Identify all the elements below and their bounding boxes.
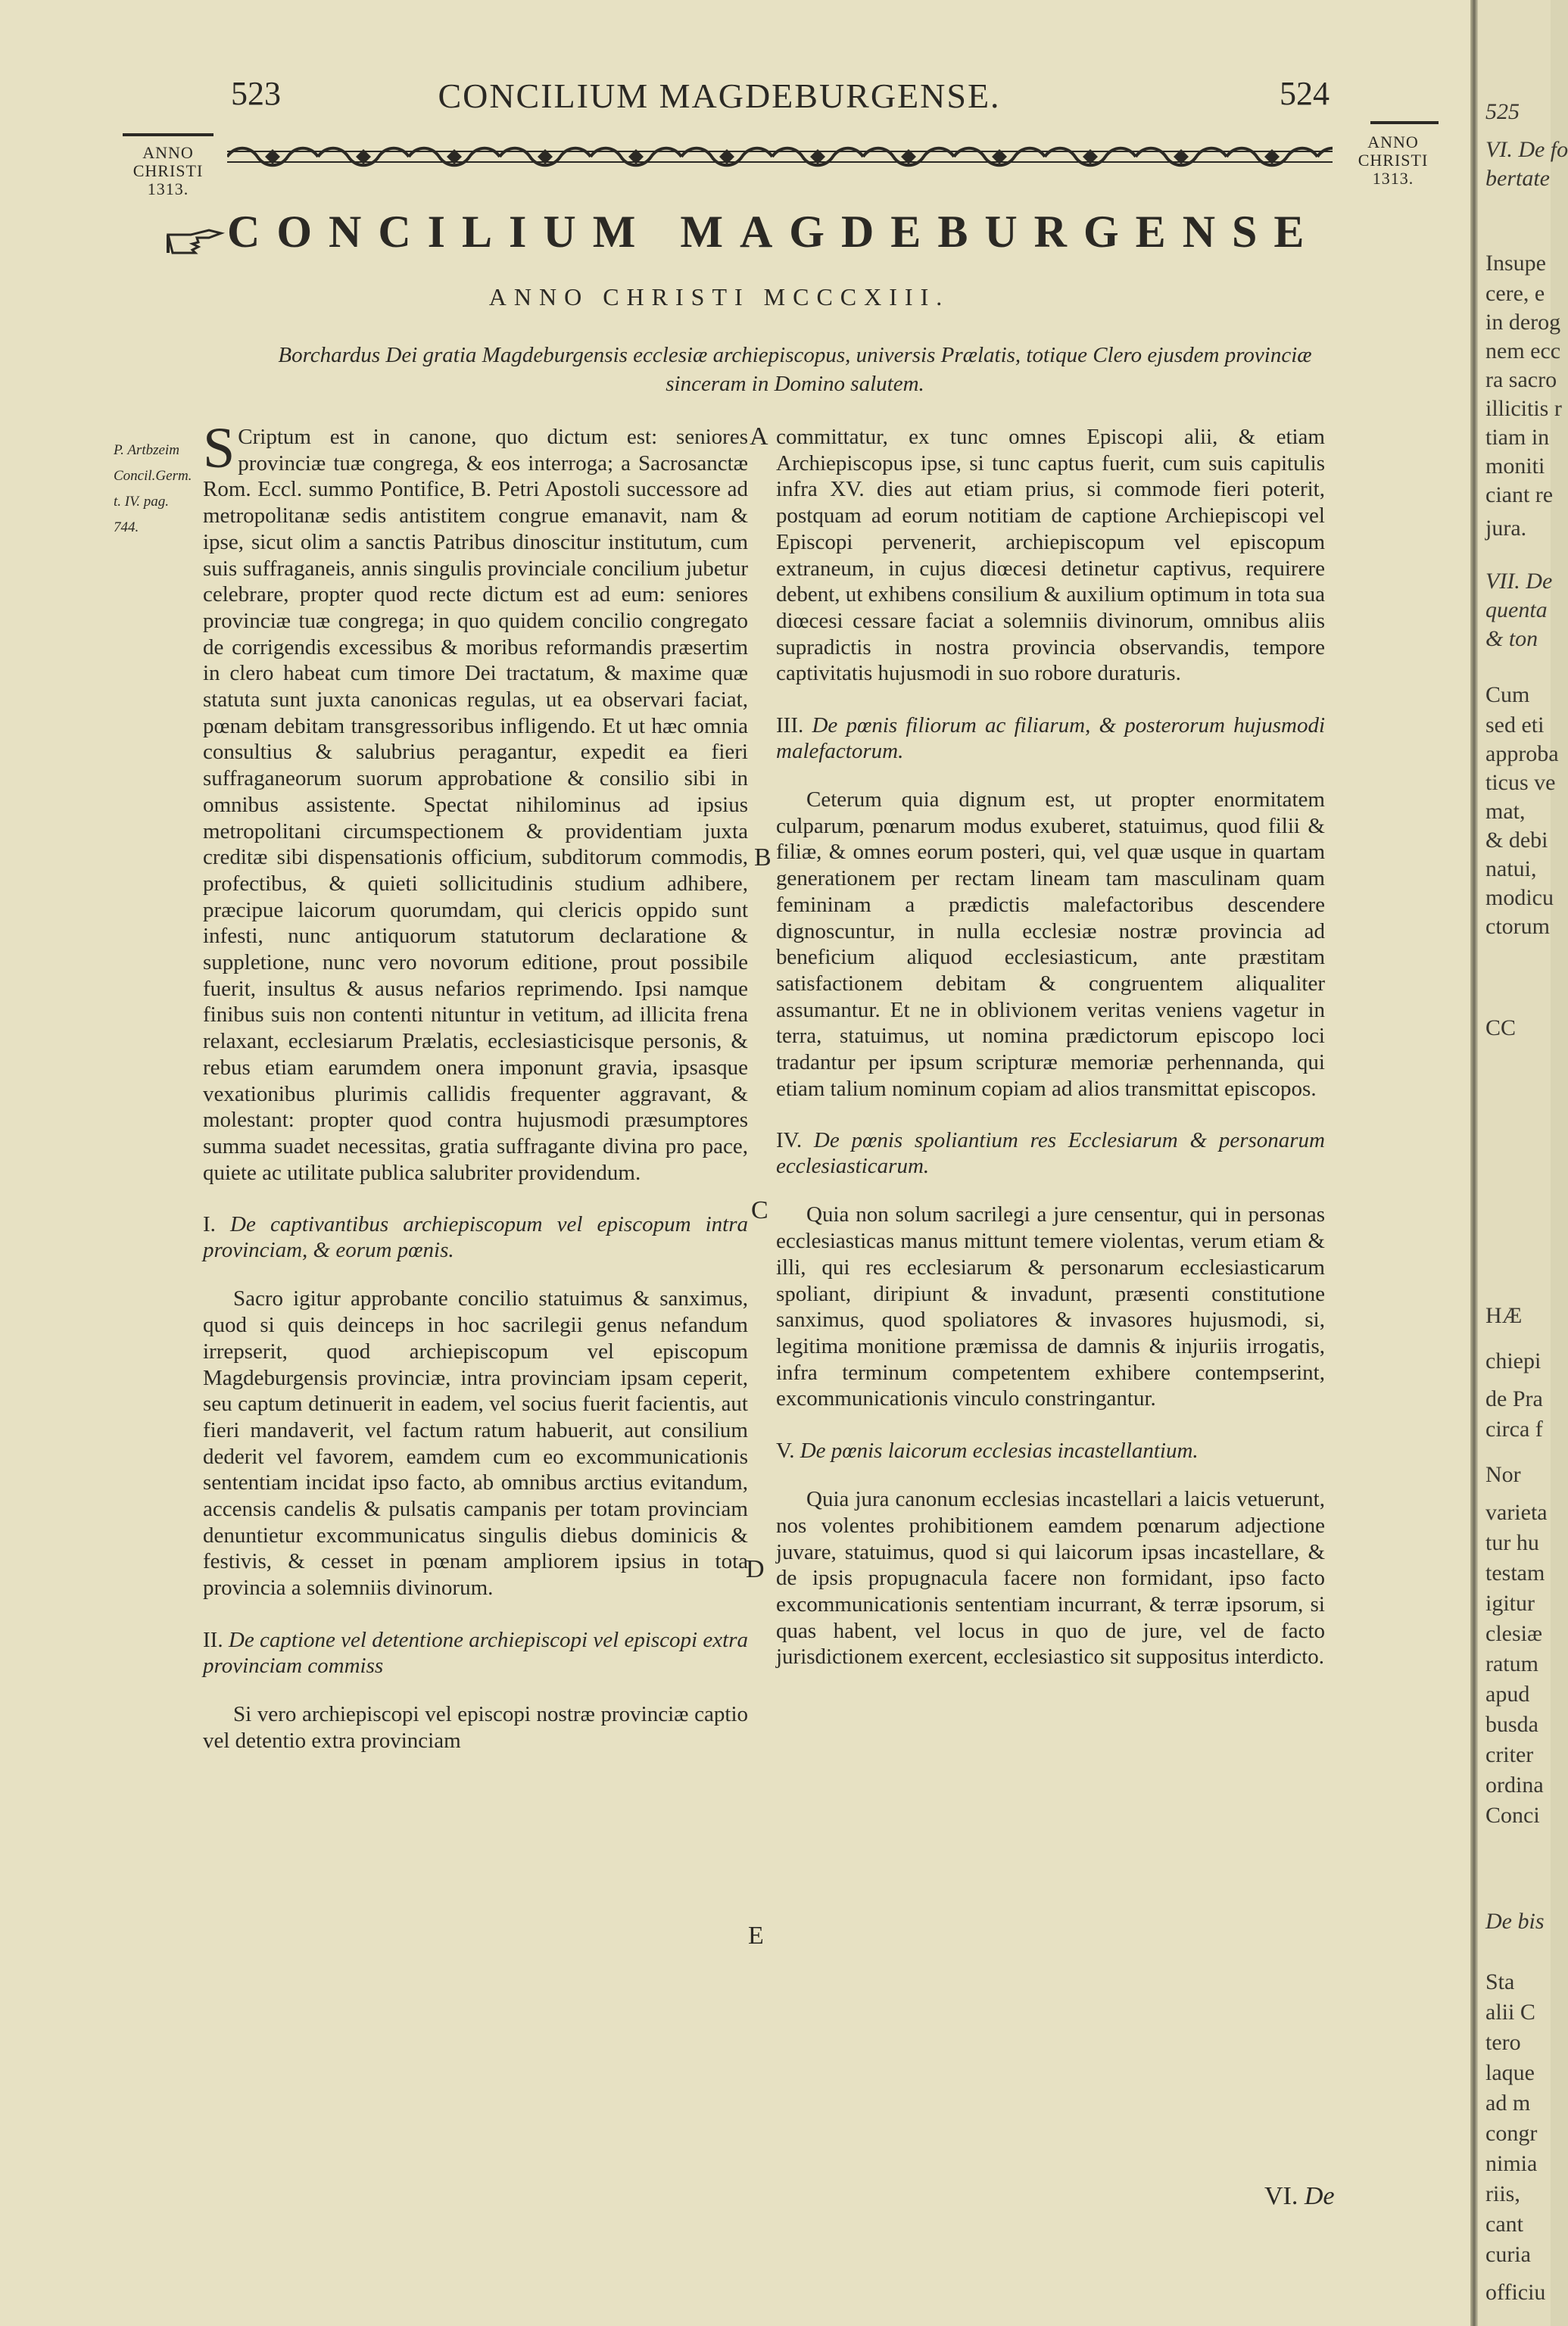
heading-text: De pœnis laicorum ecclesias incastellantium. (800, 1439, 1199, 1464)
heading-number: I. (203, 1212, 216, 1237)
intro-text: Criptum est in canone, quo dictum est: seniores provinciæ tuæ congrega, & eos interroga; a Sacrosanctæ Rom. Eccl. summo Pontifice, B. Petri Apostoli successore ad metropolitanæ sedis antistitem congrue emanavit, nam & ipse, sicut olim a sanctis Patribus dinoscitur institutum, cum suis suffraganeis, annis singulis provinciale concilium jubetur celebrare, propter quod recte dictum est ad eum: seniores provinciæ tuæ congrega; in quo quidem concilio congregato de corrigendis excessibus & moribus reformandis præsertim in clero habeat cum timore Dei tractatum, & maxime quæ statuta sunt juxta canonicas regulas, ut ea observari faciat, pœnam debitam transgressoribus infligendo. Et ut hæc omnia consultius & salubrius peragantur, expedit ea fieri suffraganeorum suorum approbatione & consilio sibi in omnibus assistente. Spectat nihilominus ad ipsius metropolitani circumspectionem & providentiam juxta creditæ sibi dispensationis officium, subditorum commodis, profectibus, & quieti sollicitudinis studium adhibere, præcipue laicorum quorumdam, qui clericis oppido sunt infesti, nunc antiquorum statutorum declaratione & suppletione, nunc vero novorum editione, prout possibile fuerit, insultus & ausus nefarios reprimendo. Ipsi namque finibus suis non contenti nituntur in vetitum, ad illicita frena relaxant, ecclesiarum Prælatis, ecclesiasticisque personis, & rebus etiam earumdem onera imponunt gravia, ipsasque vexationibus plurimis callidis frequenter aggravant, & molestant: propter quod contra hujusmodi præsumptores summa suadet necessitas, gratia suffragante divina pro pace, quiete ac utilitate publica salubriter providendum. (203, 425, 748, 1185)
adjacent-page-fragment: alii C (1485, 2000, 1535, 2025)
left-column (203, 416, 749, 1754)
book-gutter (1470, 0, 1478, 2326)
adjacent-page-fragment: Cum (1485, 682, 1530, 707)
pointing-hand-icon (165, 224, 224, 257)
section-paragraph-2: Si vero archiepiscopi vel episcopi nostræ provinciæ captio vel detentio extra provinciam (203, 1701, 748, 1753)
adjacent-page-fragment: 525 (1485, 99, 1520, 124)
citation-line: Concil.Germ. (114, 468, 192, 484)
adjacent-page-fragment: VII. De (1485, 569, 1553, 594)
salutation: Borchardus Dei gratia Magdeburgensis ecclesiæ archiepiscopus, universis Prælatis, totique Clero ejusdem provinciæ sinceram in Domino salutem. (278, 343, 1312, 396)
adjacent-page-fragment: in derog (1485, 310, 1561, 335)
heading-text: De pœnis filiorum ac filiarum, & posterorum hujusmodi malefactorum. (776, 713, 1326, 764)
adjacent-page-fragment: circa f (1485, 1417, 1543, 1442)
citation-line: P. Artbzeim (114, 442, 179, 458)
heading-number: II. (203, 1627, 223, 1652)
continued-paragraph: committatur, ex tunc omnes Episcopi alii, & etiam Archiepiscopus ipse, si tunc captus fuerit, cum suis capitulis infra XV. dies aut etiam prius, si commode fieri poterit, postquam ad eorum notitiam de captione Archiepiscopi vel Episcopi pervenerit, archiepiscopum vel episcopum extraneum, in cujus diœcesi detinetur captivus, requirere debent, ut exhibens consilium & auxilium optimum in tota sua diœcesi cessare faciat a solemniis divinorum, omnibus aliis supradictis in nostra provincia observandis, tempore captivitatis hujusmodi in suo robore duraturis. (776, 425, 1325, 686)
document-subtitle: ANNO CHRISTI MCCCXIII. (488, 283, 950, 310)
right-column (776, 424, 1325, 1670)
section-paragraph-1: Sacro igitur approbante concilio statuimus & sanximus, quod si quis deinceps in hoc sacrilegii genus nefandum irrepserit, quod archiepiscopum vel episcopum Magdeburgensis provinciæ, intra provinciam ipsam ceperit, seu captum detinuerit in eadem, vel socius fuerit facientis, aut fieri mandaverit, vel factum ratum habuerit, aut consilium dederit vel favorem, eamdem cum eo excommunicationis sententiam incidat ipso facto, ab omnibus arctius evitandum, accensis candelis & pulsatis campanis per totam provinciam denuntietur excommunicatus singulis diebus dominicis & festivis, & cesset in pœnam ampliorem ipsius in tota provincia a solemniis divinorum. (203, 1286, 748, 1601)
anno-right (1344, 133, 1442, 188)
adjacent-page-fragment: tiam in (1485, 425, 1550, 450)
adjacent-page-fragment: Conci (1485, 1803, 1540, 1828)
adjacent-page-edge (1478, 0, 1568, 2326)
drop-cap: S (203, 416, 235, 480)
anno-year: 1313. (147, 179, 189, 198)
adjacent-page-fragment: approba (1485, 741, 1559, 766)
adjacent-page-fragment: apud (1485, 1682, 1530, 1707)
page-number-left: 523 (231, 75, 281, 112)
section-marker-d: D (746, 1555, 765, 1583)
heading-number: V. (776, 1439, 795, 1464)
adjacent-page-fragment: mat, (1485, 799, 1526, 824)
adjacent-page-fragment: chiepi (1485, 1349, 1542, 1373)
section-heading-1 (203, 1211, 748, 1263)
adjacent-page-fragment: busda (1485, 1712, 1538, 1737)
adjacent-page-fragment: & debi (1485, 828, 1548, 853)
adjacent-page-fragment: ciant re (1485, 482, 1554, 507)
anno-christi: CHRISTI (1358, 151, 1429, 170)
adjacent-page-fragment: de Pra (1485, 1386, 1543, 1411)
section-heading-4 (776, 1127, 1325, 1179)
adjacent-page-fragment: ratum (1485, 1651, 1538, 1676)
adjacent-page-fragment: igitur (1485, 1591, 1535, 1616)
adjacent-page-fragment: tur hu (1485, 1530, 1539, 1555)
citation-line: 744. (114, 519, 139, 535)
adjacent-page-fragment: moniti (1485, 454, 1545, 479)
catchword-number: VI. (1264, 2182, 1298, 2210)
heading-text: De pœnis spoliantium res Ecclesiarum & personarum ecclesiasticarum. (776, 1128, 1325, 1179)
adjacent-page-fragment: ad m (1485, 2091, 1531, 2116)
adjacent-page-fragment: ra sacro (1485, 367, 1557, 392)
heading-number: III. (776, 713, 804, 738)
catchword (1264, 2182, 1335, 2211)
anno-left (123, 144, 214, 198)
citation-line: t. IV. pag. (114, 494, 170, 510)
page-number-right: 524 (1280, 75, 1330, 112)
adjacent-page-fragment: bertate (1485, 166, 1550, 191)
adjacent-page-fragment: VI. De fo (1485, 137, 1568, 162)
adjacent-page-fragment: nem ecc (1485, 338, 1561, 363)
section-heading-3 (776, 712, 1325, 764)
adjacent-page-fragment: clesiæ (1485, 1621, 1542, 1646)
adjacent-page-fragment: Sta (1485, 1969, 1515, 1994)
catchword-text: De (1304, 2182, 1335, 2210)
ornament-band (227, 142, 1333, 171)
adjacent-page-fragment: riis, (1485, 2181, 1520, 2206)
rule-left (123, 133, 214, 136)
margin-citation (114, 438, 206, 541)
anno-christi: CHRISTI (132, 161, 204, 180)
section-marker-e: E (748, 1922, 764, 1950)
section-paragraph-4: Quia non solum sacrilegi a jure censentur, qui in personas ecclesiasticas manus mittunt temere violentas, verum etiam & illi, qui res ecclesiarum & personarum ecclesiasticarum spoliant, diripiunt & invadunt, præsenti constitutione sanximus, quod spoliatores & invasores hujusmodi, si, legitima monitione præmissa de damnis & injuriis irrogatis, infra terminum competentem exhibere contempserint, excommunicationis vinculo constringantur. (776, 1202, 1325, 1411)
section-marker-a: A (750, 422, 768, 451)
adjacent-page-fragment: criter (1485, 1742, 1534, 1767)
section-paragraph-3: Ceterum quia dignum est, ut propter enormitatem culparum, pœnarum modus exuberet, statuimus, quod filii & filiæ, & omnes eorum posteri, qui, vel quæ usque in quartam generationem per rectam lineam tam masculinam quam femininam a prædictis malefactoribus descendere dignoscuntur, in nulla ecclesiæ nostræ provincia ad beneficium aliquod ecclesiasticum, ante præstitam satisfactionem debitam & congruentem aliqualiter assumantur. Et ne in oblivionem veritas veniens vagetur in terra, statuimus, ut nomina prædictorum episcopo loci tradantur per ipsum scripturæ memoriæ perhennanda, qui etiam talium nominum copiam ad alios transmittat episcopos. (776, 787, 1325, 1101)
section-paragraph-5: Quia jura canonum ecclesias incastellari a laicis vetuerunt, nos volentes prohibitionem eamdem pœnarum adjectione juvare, statuimus, quod si qui laicorum ipsas incastellare, & de ipsis propugnacula facere non formidant, ipso facto excommunicationis sententiam incurrant, & terræ ipsorum, si quas habent, vel locus in quo de jure, vel de facto jurisdictionem exercent, ecclesiastico sit suppositus interdicto. (776, 1487, 1325, 1670)
adjacent-page-fragment: quenta (1485, 597, 1548, 622)
anno-label: ANNO (1367, 133, 1419, 151)
adjacent-page-fragment: ctorum (1485, 914, 1550, 939)
adjacent-page-fragment: De bis (1485, 1909, 1545, 1934)
adjacent-page-fragment: cere, e (1485, 281, 1545, 306)
section-marker-b: B (754, 843, 772, 871)
adjacent-page-fragment: & ton (1485, 626, 1538, 651)
adjacent-page-fragment: tero (1485, 2030, 1521, 2055)
heading-number: IV. (776, 1128, 803, 1153)
adjacent-page-fragment: HÆ (1485, 1303, 1523, 1328)
section-marker-c: C (751, 1196, 768, 1224)
adjacent-page-fragment: nimia (1485, 2151, 1538, 2176)
adjacent-page-fragment: sed eti (1485, 712, 1545, 737)
adjacent-page-fragment: cant (1485, 2212, 1523, 2237)
adjacent-page-fragment: Insupe (1485, 251, 1546, 276)
adjacent-page-fragment: congr (1485, 2121, 1538, 2146)
adjacent-page-fragment: curia (1485, 2242, 1531, 2267)
adjacent-page-fragment: ticus ve (1485, 770, 1556, 795)
anno-year: 1313. (1372, 169, 1414, 188)
adjacent-page-fragment: natui, (1485, 856, 1537, 881)
document-title: CONCILIUM MAGDEBURGENSE (227, 207, 1321, 257)
running-title: CONCILIUM MAGDEBURGENSE. (438, 76, 1001, 115)
anno-label: ANNO (142, 143, 194, 162)
heading-text: De captione vel detentione archiepiscopi vel episcopi extra provinciam commiss (203, 1627, 748, 1678)
adjacent-page-fragment: jura. (1485, 516, 1527, 541)
adjacent-page-fragment: modicu (1485, 885, 1554, 910)
adjacent-page-fragment: varieta (1485, 1500, 1548, 1525)
section-heading-2 (203, 1627, 748, 1679)
rule-right (1370, 121, 1439, 124)
heading-text: De captivantibus archiepiscopum vel episcopum intra provinciam, & eorum pœnis. (203, 1212, 749, 1263)
adjacent-page-fragment: illicitis r (1485, 396, 1562, 421)
intro-paragraph (203, 416, 748, 1186)
adjacent-page-fragment: laque (1485, 2060, 1535, 2085)
adjacent-page-fragment: ordina (1485, 1773, 1544, 1798)
adjacent-page-fragment: CC (1485, 1015, 1517, 1040)
adjacent-page-fragment: testam (1485, 1561, 1545, 1585)
adjacent-page-fragment: Nor (1485, 1462, 1521, 1487)
adjacent-page-fragment: officiu (1485, 2280, 1546, 2305)
section-heading-5 (776, 1438, 1325, 1464)
